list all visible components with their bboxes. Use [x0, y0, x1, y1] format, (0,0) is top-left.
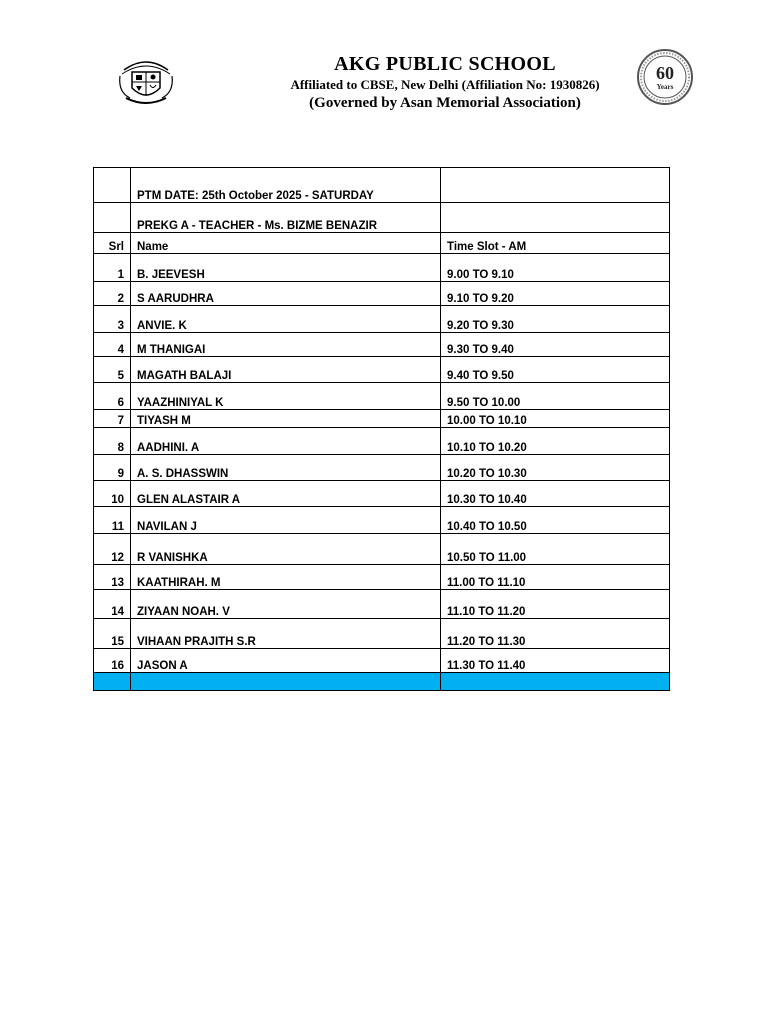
table-row: [94, 455, 670, 481]
row-srl: 13: [94, 565, 131, 590]
table-row: [94, 428, 670, 455]
row-name: NAVILAN J: [131, 507, 441, 534]
row-srl: 11: [94, 507, 131, 534]
table-row: [94, 590, 670, 619]
row-time-slot: 10.50 TO 11.00: [441, 534, 670, 565]
sixty-years-badge-icon: [636, 48, 694, 106]
table-row: [94, 282, 670, 306]
row-name: MAGATH BALAJI: [131, 357, 441, 383]
row-time-slot: 9.30 TO 9.40: [441, 333, 670, 357]
row-name: A. S. DHASSWIN: [131, 455, 441, 481]
table-row: [94, 410, 670, 428]
table-row: [94, 306, 670, 333]
row-time-slot: 9.20 TO 9.30: [441, 306, 670, 333]
table-row: [94, 649, 670, 673]
table-row: [94, 383, 670, 410]
row-time-slot: 10.00 TO 10.10: [441, 410, 670, 428]
row-srl: 9: [94, 455, 131, 481]
table-row: [94, 357, 670, 383]
ptm-date: PTM DATE: 25th October 2025 - SATURDAY: [131, 168, 441, 203]
row-name: KAATHIRAH. M: [131, 565, 441, 590]
highlighted-empty-row: [94, 673, 670, 691]
table-row: [94, 333, 670, 357]
row-name: ZIYAAN NOAH. V: [131, 590, 441, 619]
badge-number: 60: [656, 63, 674, 83]
table-row: [94, 481, 670, 507]
table-row: [94, 254, 670, 282]
school-crest-icon: [116, 52, 176, 108]
letterhead-text: [260, 52, 630, 113]
row-time-slot: 11.00 TO 11.10: [441, 565, 670, 590]
letterhead: [0, 48, 768, 118]
row-time-slot: 10.30 TO 10.40: [441, 481, 670, 507]
class-teacher-row: [94, 203, 670, 233]
table-row: [94, 507, 670, 534]
row-name: VIHAAN PRAJITH S.R: [131, 619, 441, 649]
row-name: AADHINI. A: [131, 428, 441, 455]
table-row: [94, 565, 670, 590]
row-time-slot: 10.40 TO 10.50: [441, 507, 670, 534]
row-srl: 12: [94, 534, 131, 565]
header-name: Name: [131, 233, 441, 254]
row-time-slot: 10.20 TO 10.30: [441, 455, 670, 481]
row-time-slot: 11.30 TO 11.40: [441, 649, 670, 673]
row-srl: 15: [94, 619, 131, 649]
row-name: R VANISHKA: [131, 534, 441, 565]
row-time-slot: 9.40 TO 9.50: [441, 357, 670, 383]
row-name: TIYASH M: [131, 410, 441, 428]
row-srl: 10: [94, 481, 131, 507]
row-srl: 4: [94, 333, 131, 357]
row-name: M THANIGAI: [131, 333, 441, 357]
row-srl: 1: [94, 254, 131, 282]
row-time-slot: 9.10 TO 9.20: [441, 282, 670, 306]
school-name: AKG PUBLIC SCHOOL: [334, 53, 556, 75]
table-row: [94, 534, 670, 565]
row-srl: 5: [94, 357, 131, 383]
row-time-slot: 11.20 TO 11.30: [441, 619, 670, 649]
row-time-slot: 10.10 TO 10.20: [441, 428, 670, 455]
row-srl: 16: [94, 649, 131, 673]
header-row: [94, 233, 670, 254]
row-name: JASON A: [131, 649, 441, 673]
affiliation-line: Affiliated to CBSE, New Delhi (Affiliation No: 1930826): [290, 77, 600, 92]
row-time-slot: 9.50 TO 10.00: [441, 383, 670, 410]
row-time-slot: 9.00 TO 9.10: [441, 254, 670, 282]
row-srl: 7: [94, 410, 131, 428]
row-srl: 3: [94, 306, 131, 333]
header-srl: Srl: [94, 233, 131, 254]
ptm-date-row: [94, 168, 670, 203]
row-name: ANVIE. K: [131, 306, 441, 333]
row-time-slot: 11.10 TO 11.20: [441, 590, 670, 619]
row-srl: 2: [94, 282, 131, 306]
row-srl: 8: [94, 428, 131, 455]
class-teacher: PREKG A - TEACHER - Ms. BIZME BENAZIR: [131, 203, 441, 233]
badge-word: Years: [656, 83, 674, 91]
row-srl: 14: [94, 590, 131, 619]
row-srl: 6: [94, 383, 131, 410]
row-name: YAAZHINIYAL K: [131, 383, 441, 410]
row-name: B. JEEVESH: [131, 254, 441, 282]
row-name: S AARUDHRA: [131, 282, 441, 306]
table-row: [94, 619, 670, 649]
ptm-schedule-table: [93, 167, 670, 691]
governed-by-line: (Governed by Asan Memorial Association): [309, 95, 581, 111]
row-name: GLEN ALASTAIR A: [131, 481, 441, 507]
header-time-slot: Time Slot - AM: [441, 233, 670, 254]
